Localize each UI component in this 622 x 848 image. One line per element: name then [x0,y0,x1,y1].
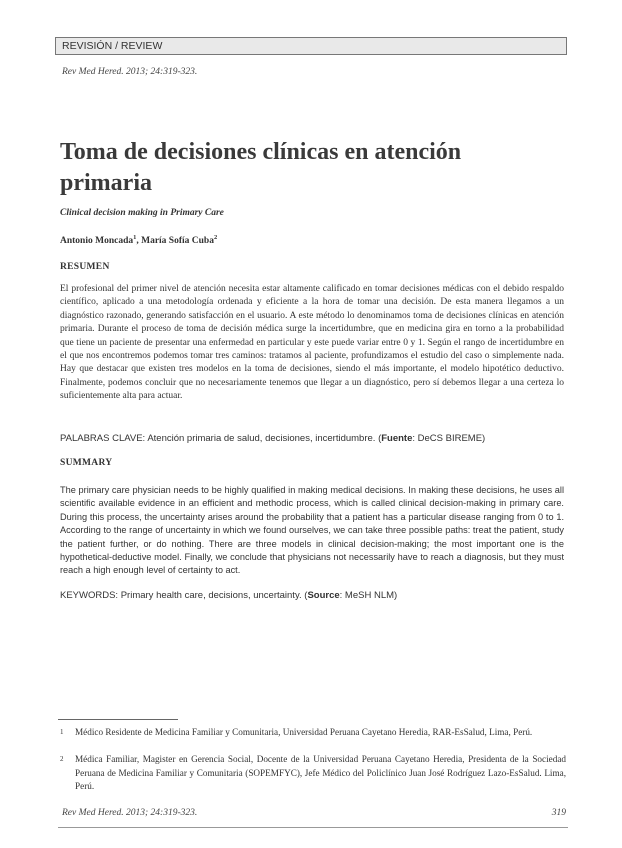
summary-heading: SUMMARY [60,458,113,468]
footnote-1 [60,726,566,740]
fuente-text: : DeCS BIREME) [412,433,486,444]
journal-citation-bottom: Rev Med Hered. 2013; 24:319-323. [62,808,198,818]
source-text: : MeSH NLM) [339,590,398,601]
article-title: Toma de decisiones clínicas en atención primaria [60,139,462,196]
journal-citation-top: Rev Med Hered. 2013; 24:319-323. [62,67,198,77]
section-label: REVISIÓN / REVIEW [55,37,567,55]
resumen-text: El profesional del primer nivel de atención necesita estar altamente calificado en tomar decisiones médicas con el debido respaldo científico, aplicado a una metodología ordenada y eficiente a la hora de tomar una decisión. De esta manera llegamos a un diagnóstico razonado, generando satisfacción en el usuario. A este método lo denominamos toma de decisiones clínicas en atención primaria. Durante el proceso de toma de decisión médica surge la incertidumbre, que en medicina gira en torno a la probabilidad que tiene un paciente de presentar una enfermedad en particular y este puede variar entre 0 y 1. Según el rango de incertidumbre en el que nos encontremos podemos tomar tres caminos: tratamos al paciente, profundizamos el estudio del caso o simplemente nada. Hay que destacar que existen tres modelos en la toma de decisiones, siendo el más importante, el modelo hipotético deductivo. Finalmente, podemos concluir que no necesariamente tenemos que llegar a un diagnóstico, pero sí debemos llegar a una certeza lo suficientemente alta para actuar. [60,284,564,402]
palabras-clave-text: Atención primaria de salud, decisiones, incertidumbre. ( [147,433,382,444]
fuente-label: Fuente [381,433,413,444]
source-label: Source [307,590,340,601]
footnote-text: Médico Residente de Medicina Familiar y Comunitaria, Universidad Peruana Cayetano Heredia, RAR-EsSalud, Lima, Perú. [75,727,533,737]
author-list: Antonio Moncada$^1$, María Sofía Cuba$^2$ [60,234,218,247]
footnote-2 [60,753,566,794]
footnote-divider [58,719,178,720]
summary-text: The primary care physician needs to be highly qualified in making medical decisions. In making these decisions, he uses all scientific available evidence in an efficient and methodic process, which is called clinical decision-making in primary care. During this process, the uncertainty arises around the probability that a patient has a particular disease ranging from 0 to 1. According to the range of uncertainty in which we found ourselves, we can take three possible paths: treat the patient, study the patient further, or do nothing. There are three models in clinical decision-making; the most important one is the hypothetical-deductive model. Finally, we conclude that physicians not necessarily have to reach a diagnosis, but they must reach a high enough level of certainty to act. [60,485,564,576]
keywords-text: Primary health care, decisions, uncertainty. ( [120,590,308,601]
resumen-heading: RESUMEN [60,262,110,272]
footnote-number: 1 [60,728,64,736]
page-number: 319 [551,808,566,818]
footnote-number: 2 [60,755,64,763]
palabras-clave-label: PALABRAS CLAVE: [60,433,146,444]
palabras-clave [60,433,485,444]
footer-divider [58,827,568,828]
keywords-label: KEYWORDS: [60,590,119,601]
author-affiliation-mark: 2 [213,234,218,241]
footnote-text: Médica Familiar, Magister en Gerencia Social, Docente de la Universidad Peruana Cayetano Heredia, Presidenta de la Sociedad Peruana de Medicina Familiar y Comunitaria (SOPEMFYC), Jefe Médico del Policlínico Juan José Rodríguez Lazo-EsSalud. Lima, Perú. [75,754,566,792]
author-name: María Sofía Cuba [141,236,214,247]
author-name: Antonio Moncada [60,236,134,247]
article-subtitle: Clinical decision making in Primary Care [60,208,224,218]
author-affiliation-mark: 1 [133,234,137,241]
keywords [60,590,397,601]
